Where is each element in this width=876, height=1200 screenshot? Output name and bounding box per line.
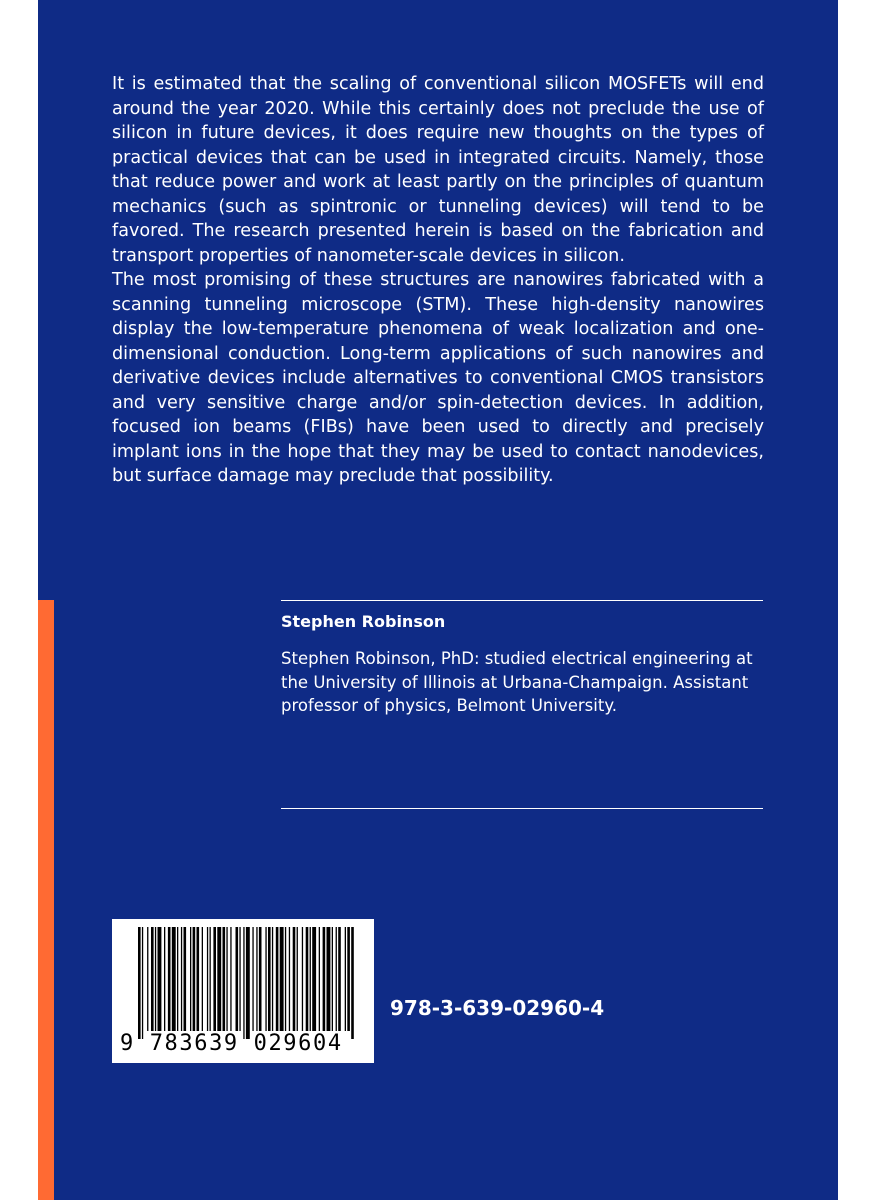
barcode-digits: 9 783639 029604 [120,1031,343,1056]
author-bio: Stephen Robinson, PhD: studied electrical engineering at the University of Illinois at Urbana-Champaign. Assistant professor of physics, Belmont University. [281,649,753,715]
isbn-number: 978-3-639-02960-4 [390,996,605,1020]
cover-blurb [112,72,764,489]
blurb-paragraph-1: It is estimated that the scaling of conventional silicon MOSFETs will end around the year 2020. While this certainly does not preclude the use of silicon in future devices, it does require new thoughts on the types of practical devices that can be used in integrated circuits. Namely, those that reduce power and work at least partly on the principles of quantum mechanics (such as spintronic or tunneling devices) will tend to be favored. The research presented herein is based on the fabrication and transport properties of nanometer-scale devices in silicon. [112,74,764,266]
book-back-cover [38,0,838,1200]
divider-top [281,600,763,601]
divider-bottom [281,808,763,809]
accent-bar [38,600,54,1200]
author-name: Stephen Robinson [281,612,446,631]
blurb-paragraph-2: The most promising of these structures are nanowires fabricated with a scanning tunneling microscope (STM). These high-density nanowires display the low-temperature phenomena of weak localization and one-dimensional conduction. Long-term applications of such nanowires and derivative devices include alternatives to conventional CMOS transistors and very sensitive charge and/or spin-detection devices. In addition, focused ion beams (FIBs) have been used to directly and precisely implant ions in the hope that they may be used to contact nanodevices, but surface damage may preclude that possibility. [112,270,764,486]
barcode [112,919,374,1063]
